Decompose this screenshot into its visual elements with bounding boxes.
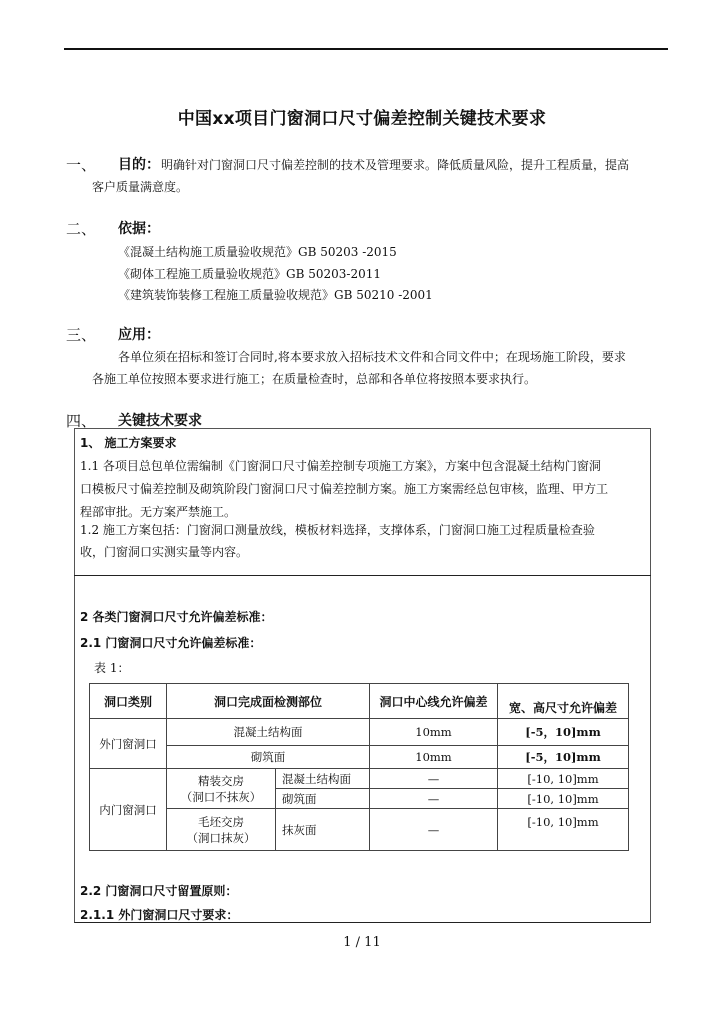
table-row xyxy=(90,719,629,746)
para-1-1-line1: 1.1 各项目总包单位需编制《门窗洞口尺寸偏差控制专项施工方案》，方案中包含混凝土结构门窗洞 xyxy=(80,459,601,473)
delivery-type-label: 精装交房 xyxy=(198,773,244,788)
table-row xyxy=(90,809,629,851)
table-caption: 表 1： xyxy=(94,661,130,675)
box-divider xyxy=(74,575,651,576)
subsection-2-1-1-heading: 2.1.1 外门窗洞口尺寸要求： xyxy=(80,908,239,922)
section-1-label: 目的： xyxy=(118,157,160,173)
location-cell: 混凝土结构面 xyxy=(276,769,370,789)
delivery-type-note: （洞口抹灰） xyxy=(186,830,256,845)
size-tolerance-cell: [-10, 10]mm xyxy=(498,789,629,809)
size-tolerance-cell: [-10, 10]mm xyxy=(498,769,629,789)
subsection-1-heading: 1、 施工方案要求 xyxy=(80,436,177,450)
size-tolerance-cell: [-5，10]mm xyxy=(498,746,629,769)
table-row xyxy=(90,746,629,769)
header-location: 洞口完成面检测部位 xyxy=(167,684,370,719)
location-cell: 砌筑面 xyxy=(167,746,370,769)
reference-item: 《混凝土结构施工质量验收规范》GB 50203 -2015 xyxy=(118,245,397,259)
section-1-number: 一、 xyxy=(66,156,97,174)
subsection-2-1-heading: 2.1 门窗洞口尺寸允许偏差标准： xyxy=(80,636,262,650)
location-cell: 混凝土结构面 xyxy=(167,719,370,746)
center-tolerance-cell: — xyxy=(370,809,498,851)
section-1-text-line1: 明确针对门窗洞口尺寸偏差控制的技术及管理要求。降低质量风险，提升工程质量，提高 xyxy=(161,158,630,172)
center-tolerance-cell: — xyxy=(370,769,498,789)
delivery-type-label: 毛坯交房 xyxy=(198,814,244,829)
table-header-row xyxy=(90,684,629,719)
category-interior: 内门窗洞口 xyxy=(90,769,167,851)
center-tolerance-cell: — xyxy=(370,789,498,809)
delivery-type-finished xyxy=(167,769,276,809)
document-title: 中国xx项目门窗洞口尺寸偏差控制关键技术要求 xyxy=(177,109,547,129)
location-cell: 抹灰面 xyxy=(276,809,370,851)
page-indicator: 1 / 11 xyxy=(343,935,381,950)
center-tolerance-cell: 10mm xyxy=(370,719,498,746)
reference-item: 《砌体工程施工质量验收规范》GB 50203-2011 xyxy=(118,267,381,281)
subsection-2-2-heading: 2.2 门窗洞口尺寸留置原则： xyxy=(80,884,238,898)
section-3-text-line2: 各施工单位按照本要求进行施工；在质量检查时，总部和各单位将按照本要求执行。 xyxy=(92,372,537,386)
delivery-type-rough xyxy=(167,809,276,851)
para-1-2-line2: 收，门窗洞口实测实量等内容。 xyxy=(80,545,249,559)
para-1-1-line3: 程部审批。无方案严禁施工。 xyxy=(80,505,237,519)
size-tolerance-cell: [-10, 10]mm xyxy=(498,809,629,851)
para-1-1-line2: 口模板尺寸偏差控制及砌筑阶段门窗洞口尺寸偏差控制方案。施工方案需经总包审核，监理、甲方工 xyxy=(80,482,609,496)
para-1-2-line1: 1.2 施工方案包括：门窗洞口测量放线，模板材料选择，支撑体系，门窗洞口施工过程质量检查验 xyxy=(80,523,595,537)
center-tolerance-cell: 10mm xyxy=(370,746,498,769)
reference-item: 《建筑装饰装修工程施工质量验收规范》GB 50210 -2001 xyxy=(118,288,433,302)
section-4-number: 四、 xyxy=(66,412,97,430)
section-1-text-line2: 客户质量满意度。 xyxy=(92,180,189,194)
header-rule xyxy=(64,48,668,50)
section-4-label: 关键技术要求 xyxy=(118,413,202,429)
header-size-tolerance: 宽、高尺寸允许偏差 xyxy=(498,684,629,719)
location-cell: 砌筑面 xyxy=(276,789,370,809)
section-2-label: 依据： xyxy=(118,221,160,237)
header-category: 洞口类别 xyxy=(90,684,167,719)
table-row xyxy=(90,769,629,789)
section-3-label: 应用： xyxy=(118,327,160,343)
section-2-number: 二、 xyxy=(66,220,97,238)
tolerance-table xyxy=(89,683,629,851)
category-exterior: 外门窗洞口 xyxy=(90,719,167,769)
subsection-2-heading: 2 各类门窗洞口尺寸允许偏差标准： xyxy=(80,610,273,624)
delivery-type-note: （洞口不抹灰） xyxy=(180,789,262,804)
header-center-tolerance: 洞口中心线允许偏差 xyxy=(370,684,498,719)
section-3-number: 三、 xyxy=(66,326,97,344)
size-tolerance-cell: [-5，10]mm xyxy=(498,719,629,746)
section-3-text-line1: 各单位须在招标和签订合同时,将本要求放入招标技术文件和合同文件中；在现场施工阶段，要求 xyxy=(118,350,626,364)
